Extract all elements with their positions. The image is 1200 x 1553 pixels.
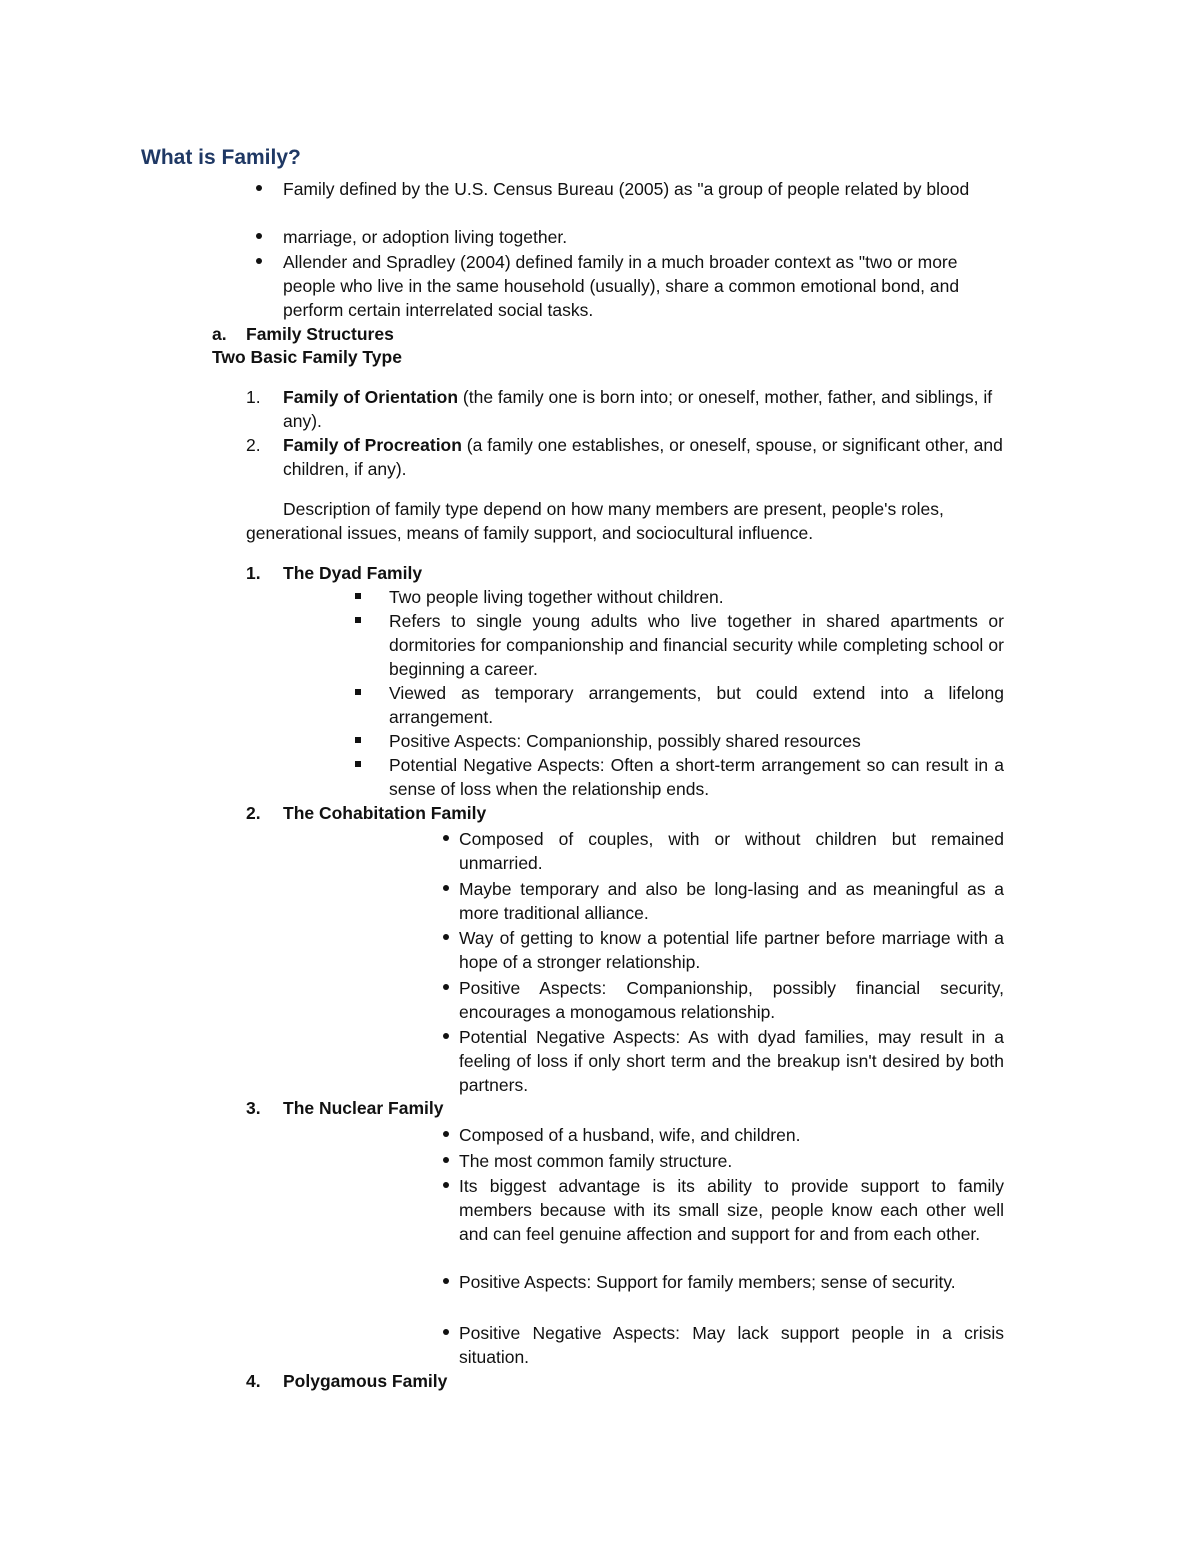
family-title-nuclear: The Nuclear Family xyxy=(283,1098,444,1118)
list-item: Positive Aspects: Support for family members; sense of security. xyxy=(459,1272,956,1292)
list-item: The most common family structure. xyxy=(459,1151,733,1171)
bullet-icon xyxy=(443,1182,449,1188)
bullet-icon xyxy=(443,934,449,940)
list-item: Composed of a husband, wife, and children. xyxy=(459,1125,801,1145)
list-item: Its biggest advantage is its ability to provide support to family members because with its small size, people know each other well and can feel genuine affection and support for and from each other. xyxy=(459,1176,1004,1244)
list-item: Positive Aspects: Companionship, possibly financial security, encourages a monogamous relationship. xyxy=(459,978,1004,1022)
intro-bullet-1: Family defined by the U.S. Census Bureau (2005) as "a group of people related by blood xyxy=(283,179,970,199)
list-item: Maybe temporary and also be long-lasing and as meaningful as a more traditional alliance. xyxy=(459,879,1004,923)
basic-type-desc: (the family one is born into; or oneself, mother, father, and siblings, if any). xyxy=(283,387,993,431)
bullet-icon xyxy=(443,1033,449,1039)
family-title-polygamous: Polygamous Family xyxy=(283,1371,448,1391)
bullet-icon xyxy=(443,1157,449,1163)
bullet-icon xyxy=(355,593,361,599)
family-title-dyad: The Dyad Family xyxy=(283,563,423,583)
list-number: 1. xyxy=(246,387,261,407)
bullet-icon xyxy=(355,737,361,743)
bullet-icon xyxy=(256,185,262,191)
bullet-icon xyxy=(355,689,361,695)
page-title: What is Family? xyxy=(141,146,301,169)
basic-type-term: Family of Procreation xyxy=(283,435,462,455)
list-item: Potential Negative Aspects: As with dyad families, may result in a feeling of loss if only short term and the breakup isn't desired by both partners. xyxy=(459,1027,1004,1095)
list-item: Potential Negative Aspects: Often a short-term arrangement so can result in a sense of loss when the relationship ends. xyxy=(389,755,1004,799)
bullet-icon xyxy=(443,835,449,841)
bullet-icon xyxy=(443,1329,449,1335)
list-number: 2. xyxy=(246,803,261,823)
intro-bullet-2: marriage, or adoption living together. xyxy=(283,227,568,247)
list-item: Positive Aspects: Companionship, possibly shared resources xyxy=(389,731,861,751)
section-marker: a. xyxy=(212,324,227,344)
list-number: 2. xyxy=(246,435,261,455)
list-item: Viewed as temporary arrangements, but could extend into a lifelong arrangement. xyxy=(389,683,1004,727)
list-item: Composed of couples, with or without children but remained unmarried. xyxy=(459,829,1004,873)
bullet-icon xyxy=(443,1278,449,1284)
family-title-cohabitation: The Cohabitation Family xyxy=(283,803,487,823)
subsection-title: Two Basic Family Type xyxy=(212,347,402,367)
list-item: Way of getting to know a potential life partner before marriage with a hope of a stronger relationship. xyxy=(459,928,1004,972)
list-number: 3. xyxy=(246,1098,261,1118)
bullet-icon xyxy=(443,885,449,891)
basic-type-term: Family of Orientation xyxy=(283,387,459,407)
list-item: Positive Negative Aspects: May lack support people in a crisis situation. xyxy=(459,1323,1004,1367)
bullet-icon xyxy=(443,984,449,990)
basic-type-1 xyxy=(283,385,1003,433)
bullet-icon xyxy=(355,761,361,767)
intro-bullet-3: Allender and Spradley (2004) defined family in a much broader context as "two or more people who live in the same household (usually), share a common emotional bond, and perform certain interrelated social tasks. xyxy=(283,252,960,320)
basic-type-desc: (a family one establishes, or oneself, spouse, or significant other, and children, if any). xyxy=(283,435,1003,479)
bullet-icon xyxy=(443,1131,449,1137)
description-paragraph: Description of family type depend on how many members are present, people's roles, generational issues, means of family support, and sociocultural influence. xyxy=(246,499,944,543)
list-number: 1. xyxy=(246,563,261,583)
basic-type-2 xyxy=(283,433,1003,481)
section-title: Family Structures xyxy=(246,324,394,344)
list-number: 4. xyxy=(246,1371,261,1391)
list-item: Refers to single young adults who live together in shared apartments or dormitories for companionship and financial security while completing school or beginning a career. xyxy=(389,611,1004,679)
list-item: Two people living together without children. xyxy=(389,587,724,607)
bullet-icon xyxy=(355,617,361,623)
bullet-icon xyxy=(256,258,262,264)
bullet-icon xyxy=(256,233,262,239)
